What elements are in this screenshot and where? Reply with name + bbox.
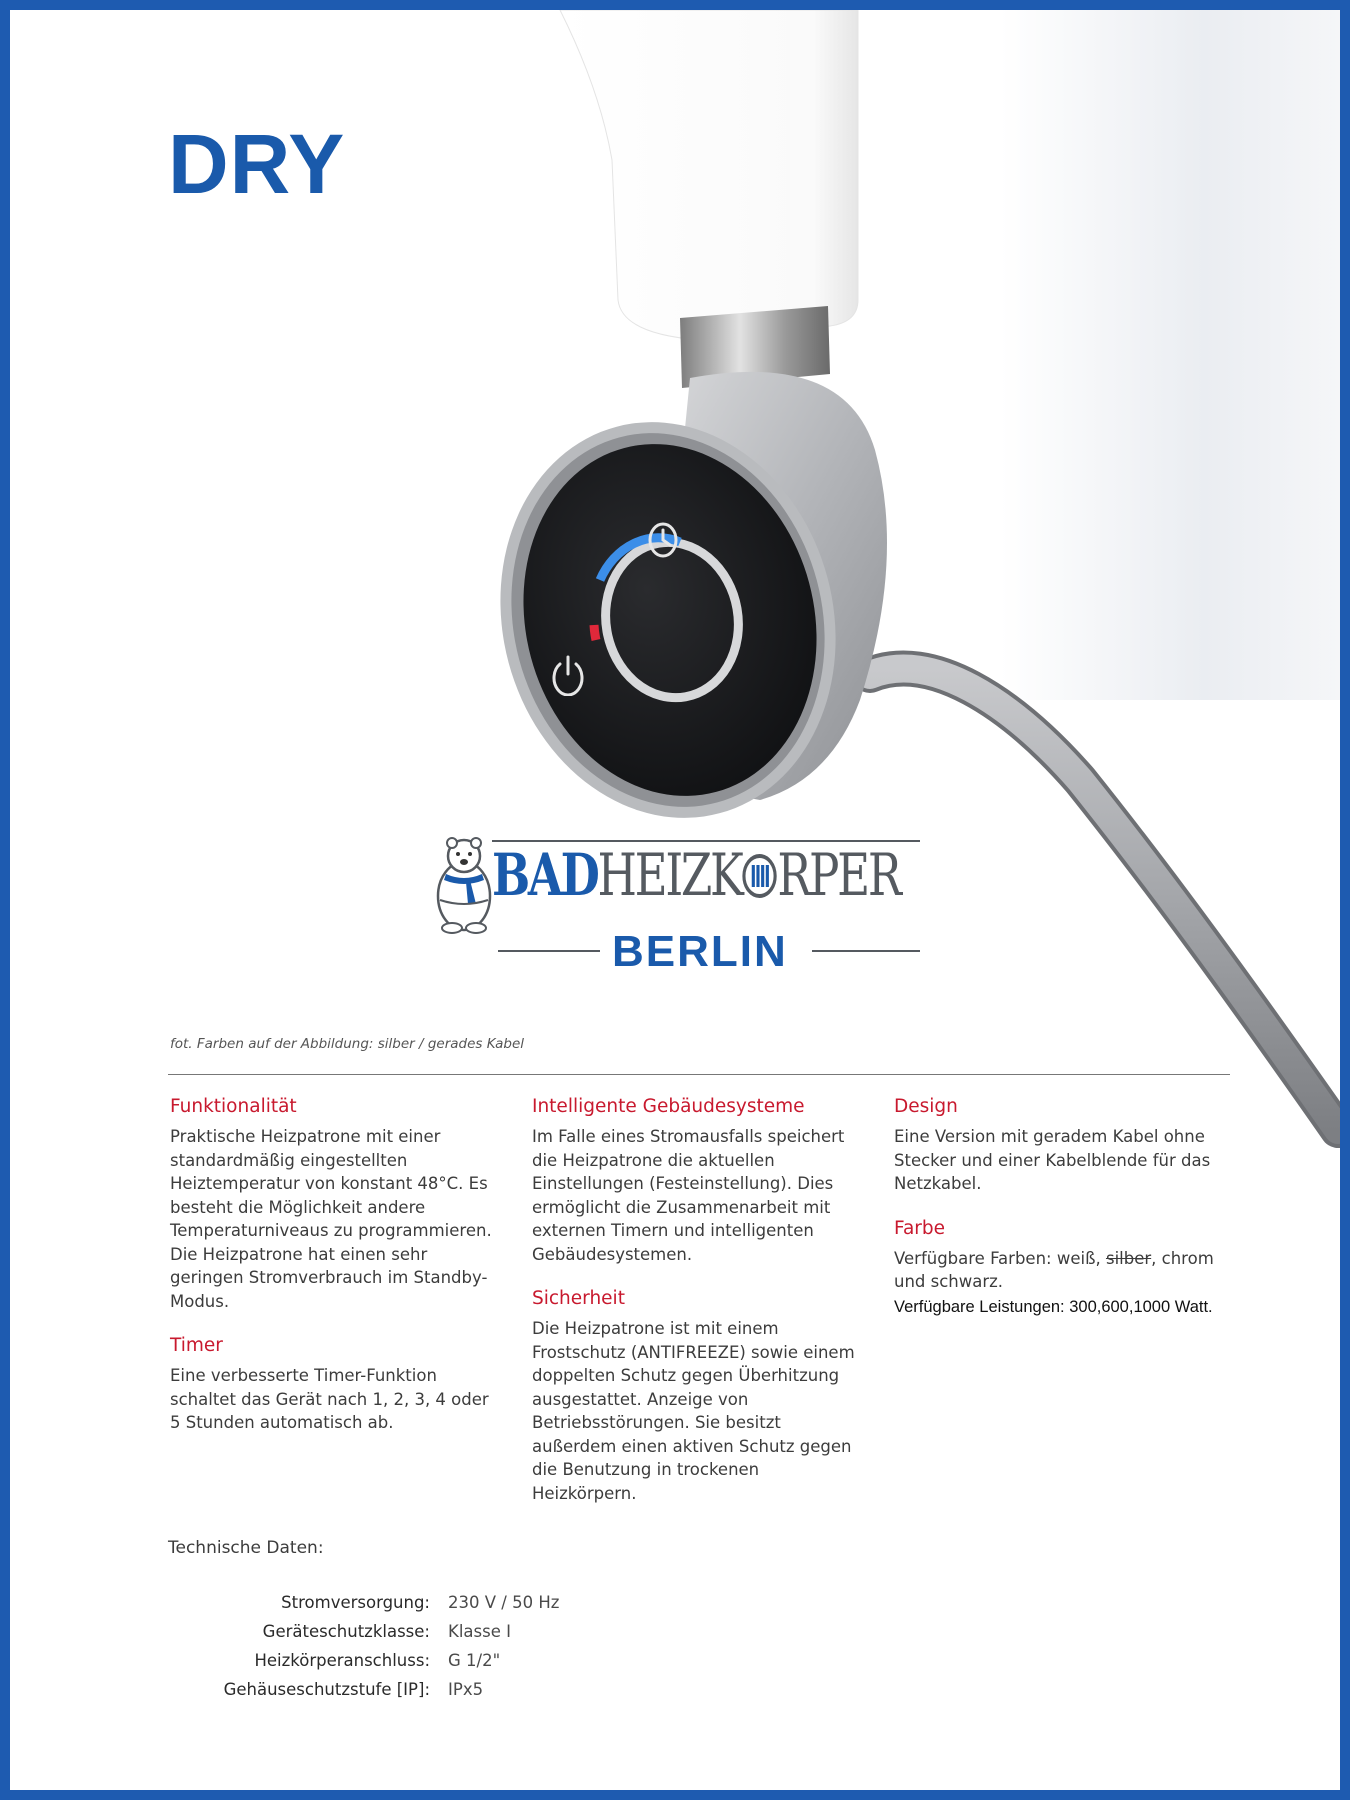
logo-city: BERLIN bbox=[612, 927, 788, 976]
spec-table bbox=[200, 1588, 559, 1704]
technical-label: Technische Daten: bbox=[168, 1538, 324, 1558]
logo-divider bbox=[812, 950, 920, 952]
logo-divider bbox=[498, 950, 600, 952]
table-row: Gehäuseschutzstufe [IP]: IPx5 bbox=[223, 1680, 484, 1699]
column-middle bbox=[532, 1096, 868, 1527]
section-text-funktionalitaet: Praktische Heizpatrone mit einer standardmäßig eingestellten Heiztemperatur von konstant 48°C. Es besteht die Möglichkeit andere Temperaturniveaus zu programmieren. Die Heizpatrone hat einen sehr geringen Stromverbrauch im Standby-Modus. bbox=[170, 1127, 492, 1311]
column-left bbox=[170, 1096, 500, 1457]
radiator-icon bbox=[741, 851, 777, 901]
section-heading-funktionalitaet: Funktionalität bbox=[170, 1096, 297, 1117]
section-heading-sicherheit: Sicherheit bbox=[532, 1288, 625, 1309]
power-options: Verfügbare Leistungen: 300,600,1000 Watt. bbox=[894, 1297, 1213, 1316]
table-row: Geräteschutzklasse: Klasse I bbox=[262, 1622, 511, 1641]
section-text-intelligente: Im Falle eines Stromausfalls speichert die Heizpatrone die aktuellen Einstellungen (Festeinstellung). Dies ermöglicht die Zusammenarbeit mit externen Timern und intelligenten Gebäudesystemen. bbox=[532, 1127, 845, 1264]
clock-icon[interactable] bbox=[646, 520, 680, 560]
section-heading-intelligente: Intelligente Gebäudesysteme bbox=[532, 1096, 805, 1117]
table-row: Stromversorgung: 230 V / 50 Hz bbox=[281, 1593, 560, 1612]
section-heading-design: Design bbox=[894, 1096, 958, 1117]
page-title: DRY bbox=[168, 117, 346, 211]
power-icon[interactable] bbox=[550, 652, 586, 696]
struck-color: silber bbox=[1105, 1248, 1152, 1268]
section-text-sicherheit: Die Heizpatrone ist mit einem Frostschutz (ANTIFREEZE) sowie einem doppelten Schutz gegen Überhitzung ausgestattet. Anzeige von Betriebsstörungen. Sie besitzt außerdem einen aktiven Schutz gegen die Benutzung in trockenen Heizkörpern. bbox=[532, 1319, 855, 1503]
section-text-timer: Eine verbesserte Timer-Funktion schaltet das Gerät nach 1, 2, 3, 4 oder 5 Stunden automatisch ab. bbox=[170, 1366, 489, 1432]
table-row: Heizkörperanschluss: G 1/2" bbox=[254, 1651, 501, 1670]
section-text-design: Eine Version mit geradem Kabel ohne Stecker und einer Kabelblende für das Netzkabel. bbox=[894, 1127, 1211, 1193]
section-heading-timer: Timer bbox=[170, 1335, 223, 1356]
section-heading-farbe: Farbe bbox=[894, 1217, 946, 1239]
logo-wordmark: BADHEIZK RPER bbox=[492, 841, 900, 909]
image-caption: fot. Farben auf der Abbildung: silber / gerades Kabel bbox=[170, 1036, 525, 1052]
column-right bbox=[894, 1096, 1234, 1341]
bear-mascot-icon bbox=[432, 834, 496, 934]
divider bbox=[168, 1074, 1230, 1075]
section-text-farbe: Verfügbare Farben: weiß, silber, chrom und schwarz. bbox=[894, 1248, 1214, 1291]
brand-logo bbox=[432, 828, 922, 976]
